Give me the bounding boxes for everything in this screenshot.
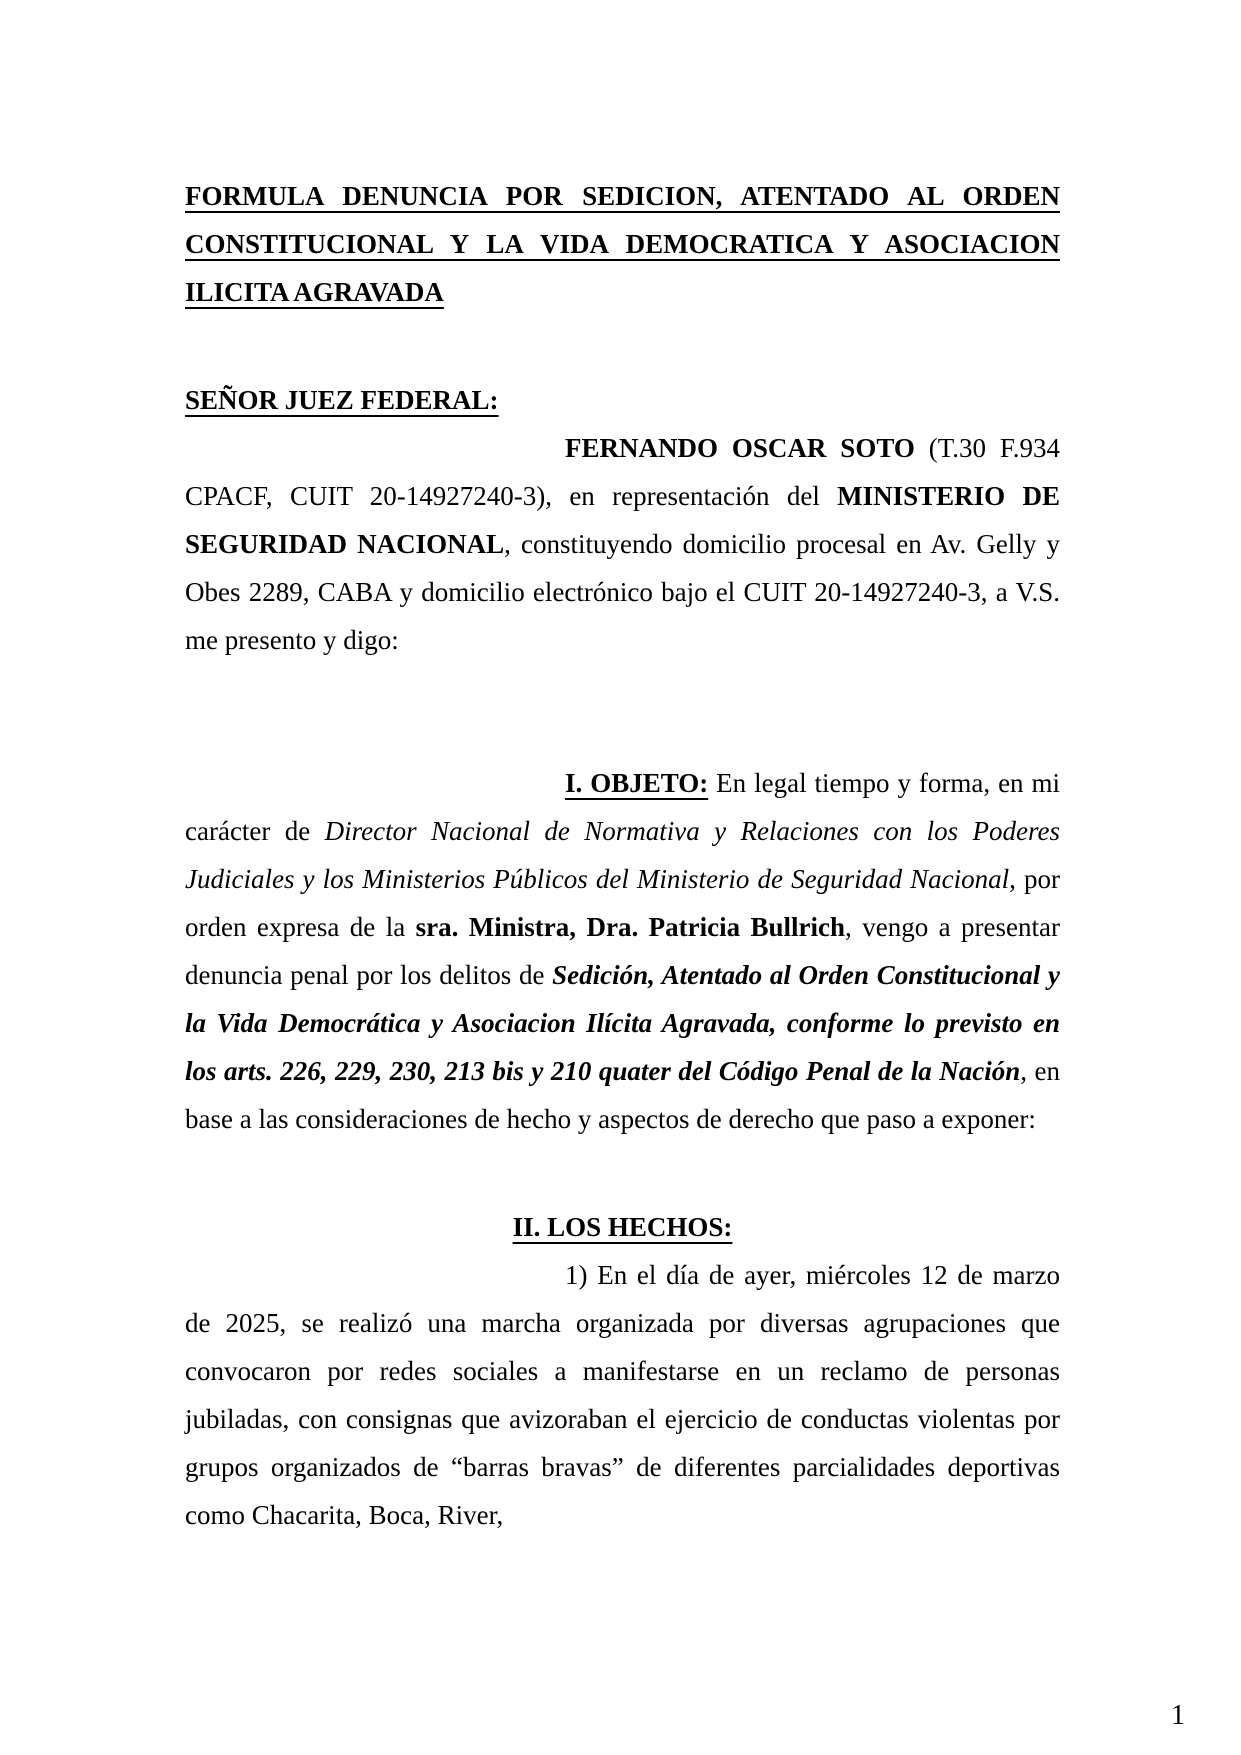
spacer [185, 1143, 1060, 1203]
text-run: (T.30 F.934 CPACF, CUIT 20-14927240-3), en representación del [185, 433, 1060, 511]
text-run: FERNANDO OSCAR SOTO [565, 433, 915, 463]
section-objeto-paragraph [185, 759, 1060, 1143]
spacer [185, 316, 1060, 376]
text-run: Sedición, Atentado al Orden Constitucional y la Vida Democrática y Asociacion Ilícita Agravada, conforme lo previsto en los arts. 226, 229, 230, 213 bis y 210 quater del Código Penal de la Nación [185, 960, 1061, 1086]
text-run: MINISTERIO DE SEGURIDAD NACIONAL [185, 481, 1060, 559]
spacer [185, 664, 1060, 759]
document-title [185, 172, 1060, 316]
text-run: , en base a las consideraciones de hecho y aspectos de derecho que paso a exponer: [185, 1056, 1060, 1134]
text-run: sra. Ministra, Dra. Patricia Bullrich [415, 912, 846, 942]
addressee-heading [185, 376, 1060, 424]
text-run: SEÑOR JUEZ FEDERAL: [185, 385, 499, 415]
hechos-paragraph-1 [185, 1251, 1060, 1539]
text-run: , por orden expresa de la [185, 864, 1060, 942]
text-run: Director Nacional de Normativa y Relaciones con los Poderes Judiciales y los Ministerios Públicos del Ministerio de Seguridad Nacional [185, 816, 1060, 894]
introduction-paragraph [185, 424, 1060, 664]
text-run: II. LOS HECHOS: [512, 1212, 733, 1242]
page-number: 1 [1171, 1700, 1185, 1731]
section-hechos-heading [185, 1203, 1060, 1251]
text-run: 1) En el día de ayer, miércoles 12 de marzo de 2025, se realizó una marcha organizada por diversas agrupaciones que convocaron por redes sociales a manifestarse en un reclamo de personas jubiladas, con consignas que avizoraban el ejercicio de conductas violentas por grupos organizados de “barras bravas” de diferentes parcialidades deportivas como Chacarita, Boca, River, [185, 1260, 1060, 1530]
text-run: , vengo a presentar denuncia penal por los delitos de [185, 912, 1060, 990]
text-run: , constituyendo domicilio procesal en Av. Gelly y Obes 2289, CABA y domicilio electrónico bajo el CUIT 20-14927240-3, a V.S. me presento y digo: [185, 529, 1060, 655]
text-run: FORMULA DENUNCIA POR SEDICION, ATENTADO AL ORDEN CONSTITUCIONAL Y LA VIDA DEMOCRATICA Y ASOCIACION ILICITA AGRAVADA [185, 181, 1060, 307]
document-content [185, 172, 1060, 1539]
text-run: En legal tiempo y forma, en mi carácter de [185, 768, 1060, 846]
text-run: I. OBJETO: [565, 768, 709, 798]
